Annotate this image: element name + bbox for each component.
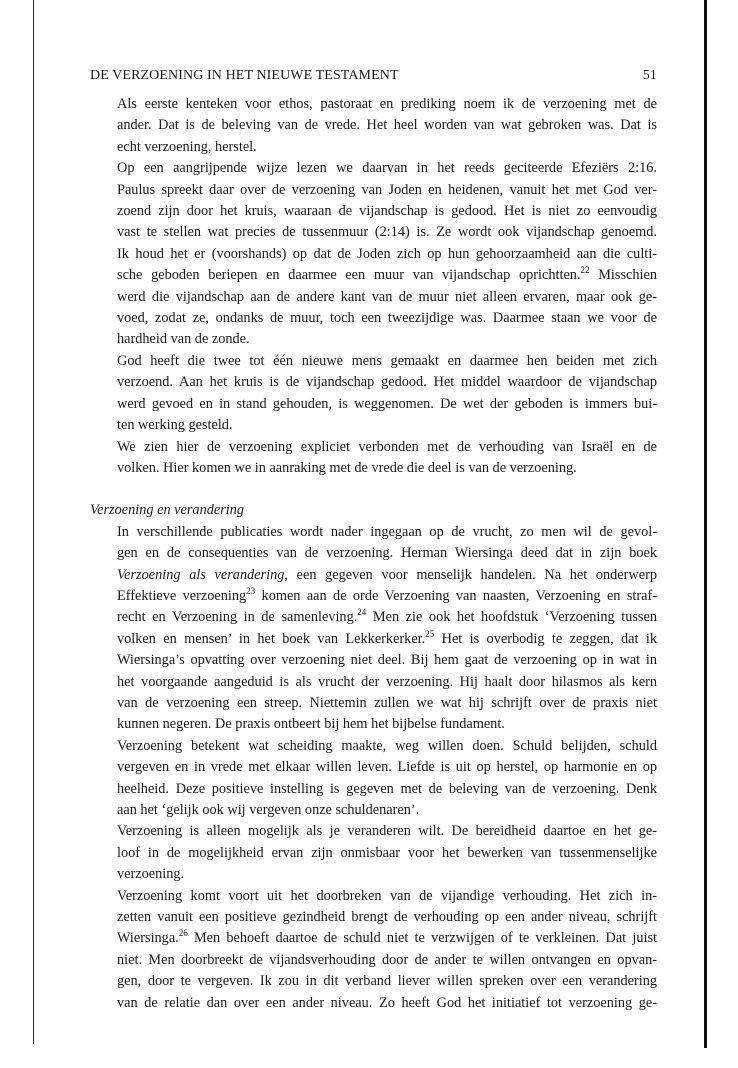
text-line: voed, zodat ze, ondanks de muur, toch een tweezijdige was. Daarmee staan we voor de [117, 310, 657, 327]
text-line: gen en de consequenties van de verzoening. Herman Wiersinga deed dat in zijn boek [117, 545, 657, 562]
text-line: ten werking gesteld. [117, 417, 233, 434]
text-line: Op een aangrijpende wijze lezen we daarvan in het reeds geciteerde Efeziërs 2:16. [117, 160, 657, 177]
text-line: vergeven en in vrede met elkaar willen leven. Liefde is uit op herstel, op harmonie en op [117, 759, 657, 776]
text-line: We zien hier de verzoening expliciet verbonden met de verhouding van Israël en de [117, 438, 657, 455]
text-line: In verschillende publicaties wordt nader ingegaan op de vrucht, zo men wil de gevol- [117, 523, 657, 540]
section-heading: Verzoening en verandering [90, 502, 245, 519]
text-line: aan het ‘gelijk ook wij vergeven onze schuldenaren’. [117, 802, 420, 818]
text-line: Paulus spreekt daar over de verzoening van Joden en heidenen, vanuit het met God ver- [117, 181, 657, 198]
text-run: Wiersinga. [117, 930, 179, 947]
paragraph-4 [90, 437, 657, 480]
text-line: hardheid van de zonde. [117, 331, 250, 348]
text-line: echt verzoening, herstel. [117, 138, 257, 155]
footnote-ref: 23 [246, 586, 256, 597]
text-line: zetten vanuit een positieve gezindheid brengt de verhouding op een ander niveau, schrijft [117, 909, 657, 926]
text-run: Het is overbodig te zeggen, dat ik [441, 630, 658, 647]
book-title: Verzoening als verandering [117, 566, 285, 583]
text-line: kunnen negeren. De praxis ontbeert bij hem het bijbelse fundament. [117, 716, 505, 733]
paragraph-8 [90, 886, 657, 1014]
text-run: , een gegeven voor menselijk handelen. Na het onderwerp [284, 566, 657, 583]
paragraph-3 [90, 351, 657, 437]
page-body [90, 94, 657, 1014]
text-line: het voorgaande aangeduid is als vrucht der verzoening. Hij haalt door hilasmos als kern [117, 673, 657, 690]
text-line: Wiersinga’s opvatting over verzoening niet deel. Bij hem gaat de verzoening op in wat in [117, 652, 657, 669]
text-run: volken en mensen’ in het boek van Lekkerkerker. [117, 630, 426, 647]
section-heading-block [90, 500, 657, 521]
text-run: Misschien [598, 267, 657, 284]
scan-edge-right [704, 0, 707, 1048]
text-line: Verzoening is alleen mogelijk als je veranderen wilt. De bereidheid daartoe en het ge- [117, 823, 657, 840]
text-line: heelheid. Deze positieve instelling is gegeven met de beleving van de verzoening. Denk [117, 780, 657, 797]
text-line: ander. Dat is de beleving van de vrede. Het heel worden van wat gebroken was. Dat is [117, 117, 657, 134]
text-line [90, 565, 657, 586]
paragraph-7 [90, 821, 657, 885]
text-line [90, 265, 657, 286]
text-line: vast te stellen wat precies de tussenmuur (2:14) is. Ze wordt ook vijandschap genoemd. [117, 224, 657, 241]
text-line: van de verzoening een streep. Niettemin zullen we wat hij schrijft over de praxis niet [117, 694, 657, 711]
text-line: Ik houd het er (voorshands) op dat de Joden zich op hun gehoorzaamheid aan die culti- [117, 245, 657, 262]
text-line: Als eerste kenteken voor ethos, pastoraat en prediking noem ik de verzoening met de [117, 96, 657, 112]
text-run: Men behoeft daartoe de schuld niet te verzwijgen of te verkleinen. Dat juist [193, 930, 657, 947]
scan-edge-left [33, 0, 34, 1044]
footnote-ref: 24 [357, 607, 367, 618]
text-line: niet. Men doorbreekt de vijandsverhouding door de ander te willen ontvangen en opvan- [117, 951, 657, 968]
text-line: God heeft die twee tot één nieuwe mens gemaakt en daarmee hen beiden met zich [117, 352, 657, 369]
footnote-ref: 22 [580, 265, 590, 276]
text-run: Men zie ook het hoofdstuk ‘Verzoening tussen [372, 609, 657, 626]
text-run: Effektieve verzoening [117, 587, 247, 604]
text-run: sche geboden beriepen en daarmee een muur van vijandschap oprichtten. [117, 267, 581, 284]
paragraph-5 [90, 522, 657, 736]
text-line [90, 629, 657, 650]
footnote-ref: 25 [425, 628, 435, 639]
text-line: loof in de mogelijkheid ervan zijn onmisbaar voor het bewerken van tussenmenselijke [117, 844, 657, 861]
text-run: komen aan de orde Verzoening van naasten, Verzoening en straf- [261, 587, 657, 604]
text-line: verzoening. [117, 866, 185, 883]
text-run: recht en Verzoening in de samenleving. [117, 609, 358, 626]
text-line: Verzoening betekent wat scheiding maakte, weg willen doen. Schuld belijden, schuld [117, 737, 657, 754]
text-line: werd die vijandschap aan de andere kant van de muur niet alleen ervaren, maar ook ge- [117, 288, 657, 305]
text-line [90, 586, 657, 607]
text-line: van de relatie dan over een ander niveau. Zo heeft God het initiatief tot verzoening ge- [117, 994, 657, 1011]
running-title: DE VERZOENING IN HET NIEUWE TESTAMENT [90, 68, 399, 83]
text-line: volken. Hier komen we in aanraking met de vrede die deel is van de verzoening. [117, 459, 577, 476]
text-line: gen, door te vergeven. Ik zou in dit verband liever willen spreken over een verandering [117, 973, 657, 990]
text-line: werd gevoed en in stand gehouden, is weggenomen. De wet der geboden is immers bui- [117, 395, 657, 412]
running-head [90, 68, 657, 84]
page-number: 51 [642, 68, 657, 83]
text-line [90, 607, 657, 628]
text-line [90, 928, 657, 949]
paragraph-2 [90, 158, 657, 351]
text-line: zoend zijn door het kruis, waaraan de vijandschap is gedood. Het is niet zo eenvoudig [117, 203, 657, 220]
footnote-ref: 26 [178, 928, 188, 939]
paragraph-6 [90, 736, 657, 822]
text-line: Verzoening komt voort uit het doorbreken van de vijandige verhouding. Het zich in- [117, 887, 657, 904]
section-gap [90, 479, 657, 500]
paragraph-1 [90, 94, 657, 158]
text-line: verzoend. Aan het kruis is de vijandschap gedood. Het middel waardoor de vijandschap [117, 374, 657, 391]
